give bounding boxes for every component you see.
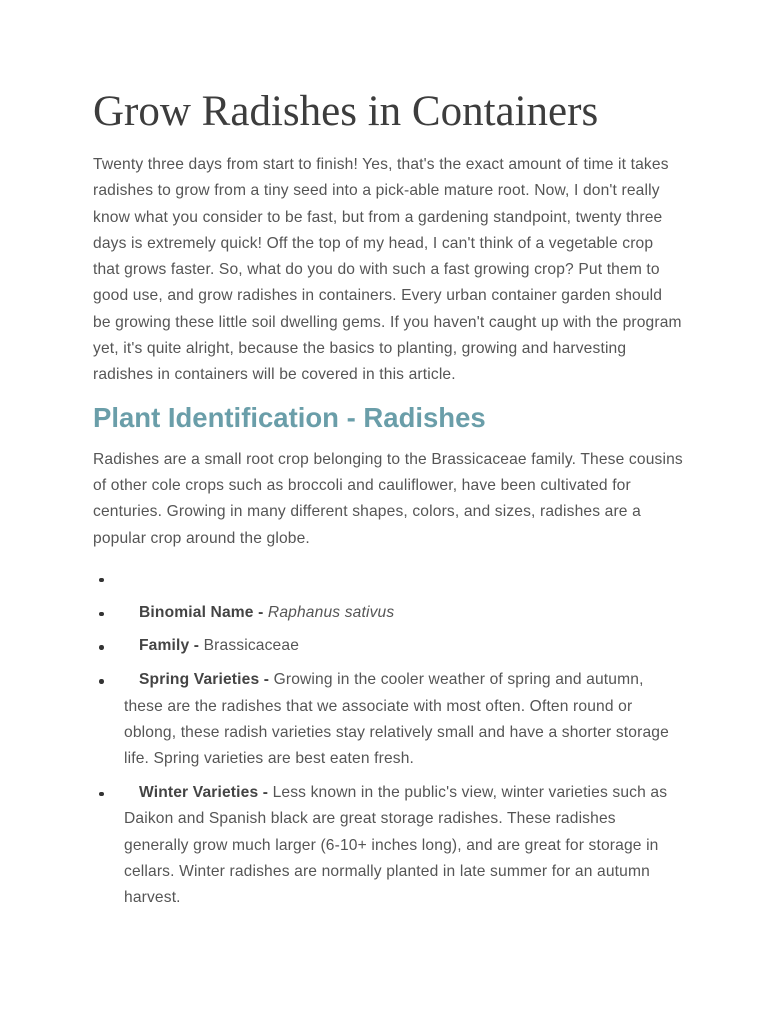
bullet-icon (99, 645, 104, 650)
list-item (93, 633, 683, 659)
list-item-term: Winter Varieties - (139, 783, 273, 801)
list-item-desc: Less known in the public's view, winter varieties such as Daikon and Spanish black are great storage radishes. These radishes generally grow much larger (6-10+ inches long), and are great for storage in cellars. Winter radishes are normally planted in late summer for an autumn harvest. (124, 783, 668, 907)
list-item (93, 566, 683, 592)
section-paragraph: Radishes are a small root crop belonging to the Brassicaceae family. These cousins of other cole crops such as broccoli and cauliflower, have been cultivated for centuries. Growing in many different shapes, colors, and sizes, radishes are a popular crop around the globe. (93, 450, 683, 547)
list-item-term: Binomial Name - (139, 603, 268, 621)
bullet-icon (99, 578, 104, 583)
plant-facts-list (93, 566, 683, 912)
bullet-icon (99, 612, 104, 617)
article (93, 86, 683, 919)
list-item-desc: Brassicaceae (203, 637, 300, 655)
list-item-desc: Raphanus sativus (267, 603, 395, 621)
list-item-desc: Growing in the cooler weather of spring and autumn, these are the radishes that we associate with most often. Often round or oblong, these radish varieties stay relatively small and have a shorter storage life. Spring varieties are best eaten fresh. (124, 671, 669, 768)
page-title: Grow Radishes in Containers (93, 88, 599, 135)
list-item (93, 780, 683, 911)
section-heading: Plant Identification - Radishes (93, 401, 486, 433)
bullet-icon (99, 792, 104, 797)
list-item (93, 667, 683, 772)
intro-paragraph: Twenty three days from start to finish! Yes, that's the exact amount of time it takes radishes to grow from a tiny seed into a pick-able mature root. Now, I don't really know what you consider to be fast, but from a gardening standpoint, twenty three days is extremely quick! Off the top of my head, I can't think of a vegetable crop that grows faster. So, what do you do with such a fast growing crop? Put them to good use, and grow radishes in containers. Every urban container garden should be growing these little soil dwelling gems. If you haven't caught up with the program yet, it's quite alright, because the basics to planting, growing and harvesting radishes in containers will be covered in this article. (93, 156, 682, 384)
list-item-term: Spring Varieties - (139, 671, 274, 689)
list-item-term: Family - (139, 637, 204, 655)
list-item (93, 600, 683, 626)
bullet-icon (99, 679, 104, 684)
